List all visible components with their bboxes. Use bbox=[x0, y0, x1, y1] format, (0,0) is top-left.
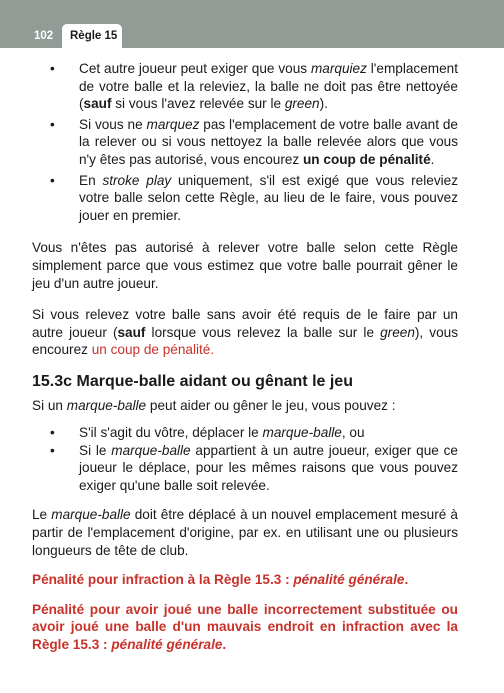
defined-term: green bbox=[380, 324, 415, 340]
text-run: lorsque vous relevez la balle sur le bbox=[145, 324, 381, 340]
bullet-glyph: • bbox=[50, 172, 55, 188]
text-run: . bbox=[210, 342, 215, 358]
defined-term: marque-balle bbox=[66, 397, 147, 413]
text-run: Le bbox=[32, 507, 52, 523]
text-run: Si vous ne bbox=[79, 116, 147, 132]
bullet-glyph: • bbox=[50, 442, 55, 458]
bullet-list-ball-marker bbox=[32, 424, 458, 494]
penalty-text: un coup de pénalité bbox=[91, 342, 211, 358]
paragraph-lift-without-request bbox=[32, 306, 458, 359]
text-run: ), vous encourez bbox=[32, 324, 459, 358]
text-run: Cet autre joueur peut exiger que vous bbox=[79, 61, 311, 76]
defined-term: green bbox=[284, 96, 320, 112]
rule-tab bbox=[62, 24, 122, 50]
text-run: l'emplacement de votre balle et la releviez, la balle ne doit pas être nettoyée ( bbox=[79, 61, 458, 112]
defined-term: marque-balle bbox=[51, 507, 131, 523]
defined-term: marque-balle bbox=[111, 442, 191, 458]
defined-term: marquiez bbox=[310, 61, 367, 76]
text-run: Pénalité pour avoir joué une balle incorrectement substituée ou avoir joué une balle d'un mauvais endroit en infraction avec la Règle 15.3 : bbox=[32, 601, 458, 653]
penalty-statement-wrong-ball bbox=[32, 601, 458, 654]
list-item bbox=[32, 442, 458, 495]
emphasis: sauf bbox=[117, 324, 146, 340]
bullet-list-lift-ball bbox=[32, 60, 458, 224]
text-run: ). bbox=[319, 96, 328, 112]
rule-tab-label: Règle 15 bbox=[70, 30, 118, 42]
text-run: . bbox=[222, 637, 227, 653]
text-run: appartient à un autre joueur, exiger que ce joueur le déplace, pour les mêmes raisons que vous pouvez exiger qu'une balle soit relevée. bbox=[79, 442, 458, 493]
paragraph-ball-marker-intro bbox=[32, 397, 458, 415]
list-item bbox=[32, 60, 458, 113]
bullet-glyph: • bbox=[50, 116, 55, 132]
text-run: peut aider ou gêner le jeu, vous pouvez : bbox=[146, 397, 396, 413]
text-run: Pénalité pour infraction à la Règle 15.3 : bbox=[32, 572, 294, 588]
defined-term: pénalité générale bbox=[111, 637, 223, 653]
paragraph-not-authorized: Vous n'êtes pas autorisé à relever votre balle selon cette Règle simplement parce que vous estimez que votre balle pourrait gêner le jeu d'un autre joueur. bbox=[32, 240, 458, 291]
text-run: pas l'emplacement de votre balle avant de la relever ou si vous nettoyez la balle relevée alors que vous n'y êtes pas autorisé, vous encourez bbox=[79, 116, 458, 167]
text-run: , ou bbox=[341, 425, 365, 441]
defined-term: stroke play bbox=[102, 172, 172, 188]
defined-term: marquez bbox=[146, 116, 200, 132]
paragraph-marker-moved bbox=[32, 506, 458, 559]
page-content bbox=[32, 60, 458, 654]
page-header bbox=[0, 0, 504, 48]
text-run: Si vous relevez votre balle sans avoir été requis de le faire par un autre joueur ( bbox=[32, 307, 458, 340]
section-title: 15.3c Marque-balle aidant ou gênant le jeu bbox=[32, 372, 353, 390]
text-run: doit être déplacé à un nouvel emplacement mesuré à partir de l'emplacement d'origine, par ex. en utilisant une ou plusieurs longueurs de tête de club. bbox=[32, 507, 458, 558]
bullet-glyph: • bbox=[50, 425, 55, 441]
text-run: S'il s'agit du vôtre, déplacer le bbox=[79, 425, 263, 441]
emphasis: sauf bbox=[83, 96, 112, 112]
text-run: . bbox=[404, 572, 409, 588]
penalty-statement-breach bbox=[32, 571, 458, 589]
defined-term: marque-balle bbox=[262, 425, 342, 441]
text-run: Si le bbox=[79, 442, 112, 458]
text-run: si vous l'avez relevée sur le bbox=[111, 96, 285, 112]
text-run: uniquement, s'il est exigé que vous releviez votre balle selon cette Règle, au lieu de le faire, vous pouvez jouer en premier. bbox=[79, 172, 458, 223]
list-item bbox=[32, 424, 458, 442]
text-run: Si un bbox=[32, 397, 67, 413]
defined-term: pénalité générale bbox=[293, 572, 405, 588]
text-run: En bbox=[79, 172, 103, 188]
list-item bbox=[32, 116, 458, 169]
penalty-emphasis: un coup de pénalité bbox=[303, 151, 431, 167]
list-item bbox=[32, 172, 458, 225]
text-run: . bbox=[430, 151, 435, 167]
bullet-glyph: • bbox=[50, 61, 55, 76]
page-number: 102 bbox=[34, 30, 54, 42]
